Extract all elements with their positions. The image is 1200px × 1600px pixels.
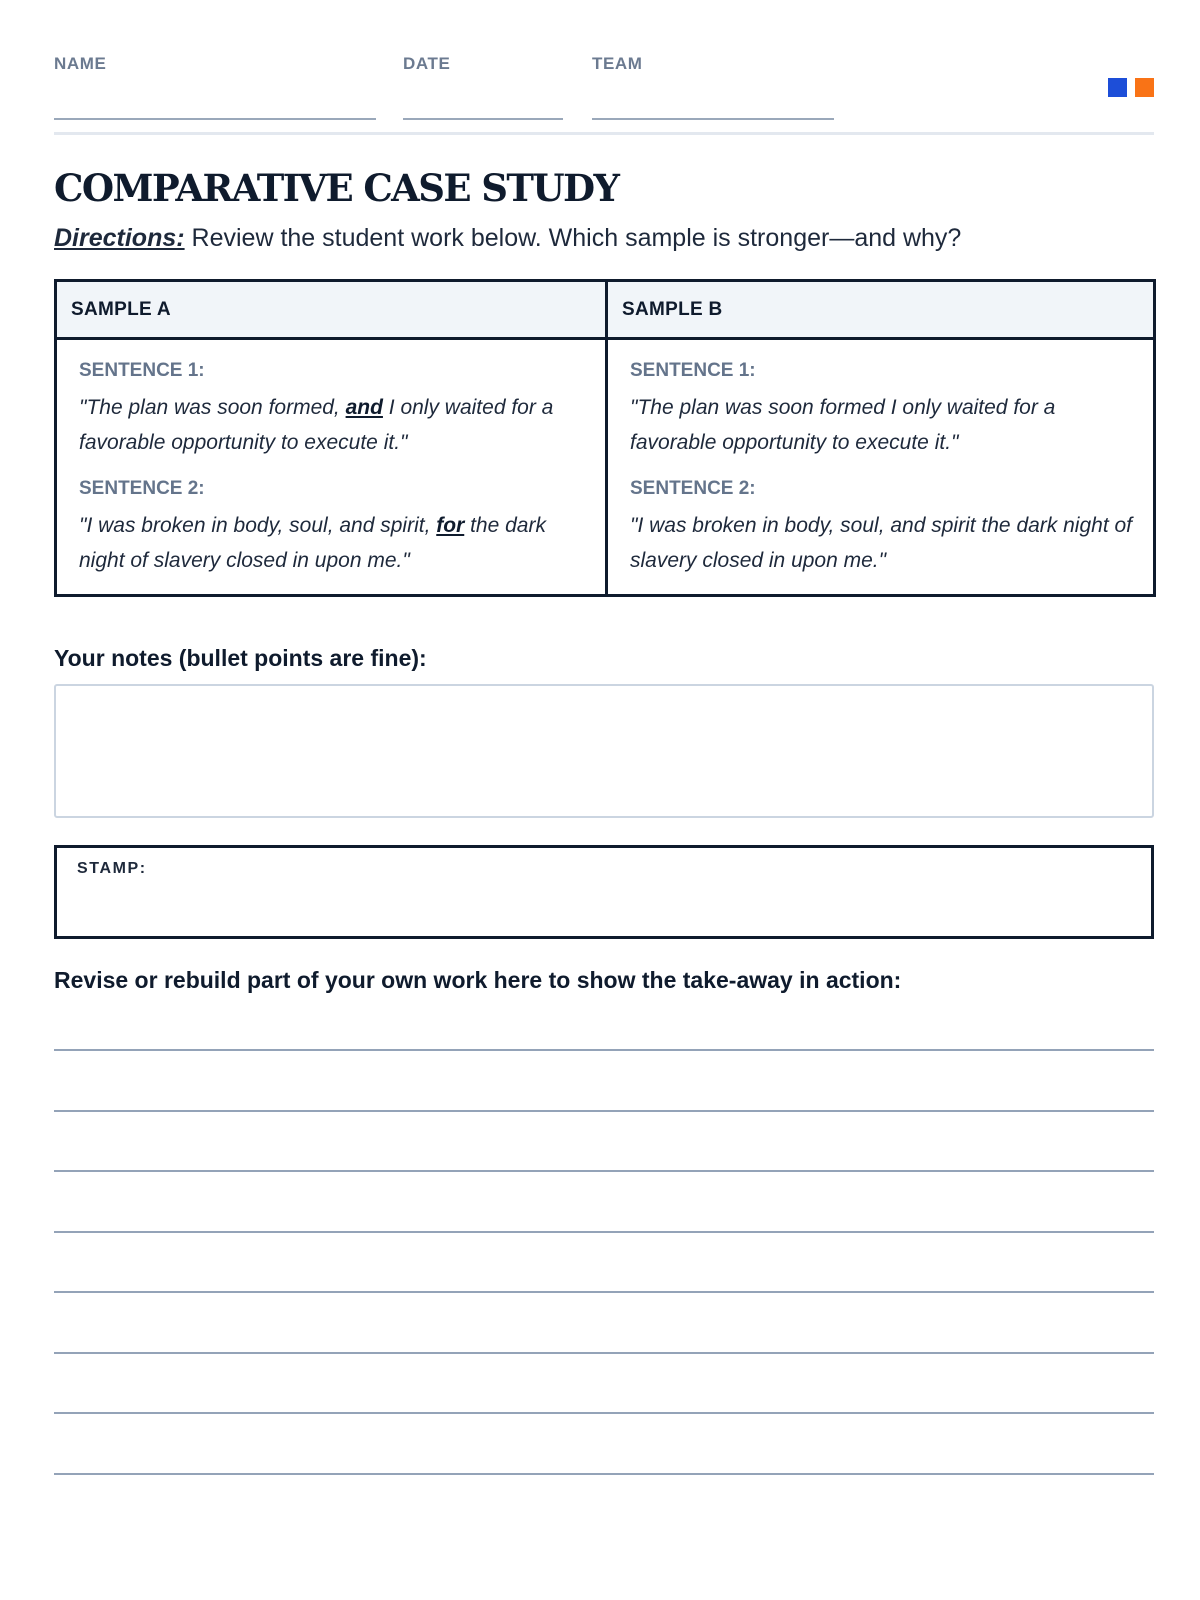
worksheet-page bbox=[54, 0, 1154, 993]
sample-b-sentence-1: "The plan was soon formed I only waited for a favorable opportunity to execute it." bbox=[630, 396, 1056, 454]
team-field[interactable] bbox=[592, 54, 643, 74]
notes-box[interactable] bbox=[54, 684, 1154, 818]
sample-a-sentence-2-after: the dark night of slavery closed in upon me." bbox=[79, 514, 546, 572]
sample-b-sentence-1-label: SENTENCE 1: bbox=[630, 360, 756, 381]
sample-a-sentence-2-label: SENTENCE 2: bbox=[79, 478, 205, 499]
writing-line[interactable] bbox=[54, 1473, 1154, 1475]
revise-label: Revise or rebuild part of your own work here to show the take-away in action: bbox=[54, 967, 902, 993]
sample-b-heading: SAMPLE B bbox=[608, 282, 1153, 340]
sample-a-sentence-1-label: SENTENCE 1: bbox=[79, 360, 205, 381]
stamp-label: STAMP: bbox=[77, 860, 147, 877]
color-swatches bbox=[1108, 78, 1154, 97]
date-label: DATE bbox=[403, 54, 451, 73]
sample-a-column bbox=[57, 282, 605, 594]
sample-b-column bbox=[605, 282, 1153, 594]
writing-lines[interactable] bbox=[54, 1049, 1154, 1533]
sample-a-sentence-2 bbox=[79, 508, 585, 578]
sample-a-body bbox=[57, 340, 605, 594]
notes-label: Your notes (bullet points are fine): bbox=[54, 645, 427, 671]
sample-a-sentence-1 bbox=[79, 390, 585, 460]
directions-label: Directions: bbox=[54, 224, 185, 252]
header-divider bbox=[54, 132, 1154, 135]
sample-a-sentence-1-after: I only waited for a favorable opportunity to execute it." bbox=[79, 396, 554, 454]
writing-line[interactable] bbox=[54, 1110, 1154, 1112]
sample-a-heading: SAMPLE A bbox=[57, 282, 605, 340]
blue-swatch bbox=[1108, 78, 1127, 97]
name-field[interactable] bbox=[54, 54, 106, 74]
name-label: NAME bbox=[54, 54, 107, 73]
sample-a-conjunction-for: for bbox=[436, 514, 465, 537]
sample-b-sentence-2: "I was broken in body, soul, and spirit the dark night of slavery closed in upon me." bbox=[630, 514, 1133, 572]
name-line[interactable] bbox=[54, 118, 376, 120]
writing-line[interactable] bbox=[54, 1352, 1154, 1354]
team-line[interactable] bbox=[592, 118, 834, 120]
writing-line[interactable] bbox=[54, 1170, 1154, 1172]
directions bbox=[54, 224, 961, 253]
header bbox=[54, 0, 1154, 136]
stamp-box bbox=[54, 845, 1154, 939]
date-field[interactable] bbox=[403, 54, 450, 74]
sample-a-conjunction-and: and bbox=[345, 396, 383, 419]
orange-swatch bbox=[1135, 78, 1154, 97]
writing-line[interactable] bbox=[54, 1049, 1154, 1051]
sample-b-body bbox=[608, 340, 1153, 594]
sample-a-sentence-1-before: "The plan was soon formed, bbox=[79, 396, 346, 419]
date-line[interactable] bbox=[403, 118, 563, 120]
writing-line[interactable] bbox=[54, 1231, 1154, 1233]
directions-text: Review the student work below. Which sample is stronger—and why? bbox=[184, 224, 962, 252]
team-label: TEAM bbox=[592, 54, 643, 73]
sample-b-sentence-2-label: SENTENCE 2: bbox=[630, 478, 756, 499]
writing-line[interactable] bbox=[54, 1412, 1154, 1414]
comparison-table bbox=[54, 279, 1156, 597]
sample-a-sentence-2-before: "I was broken in body, soul, and spirit, bbox=[79, 514, 437, 537]
writing-line[interactable] bbox=[54, 1291, 1154, 1293]
page-title: COMPARATIVE CASE STUDY bbox=[54, 166, 619, 210]
